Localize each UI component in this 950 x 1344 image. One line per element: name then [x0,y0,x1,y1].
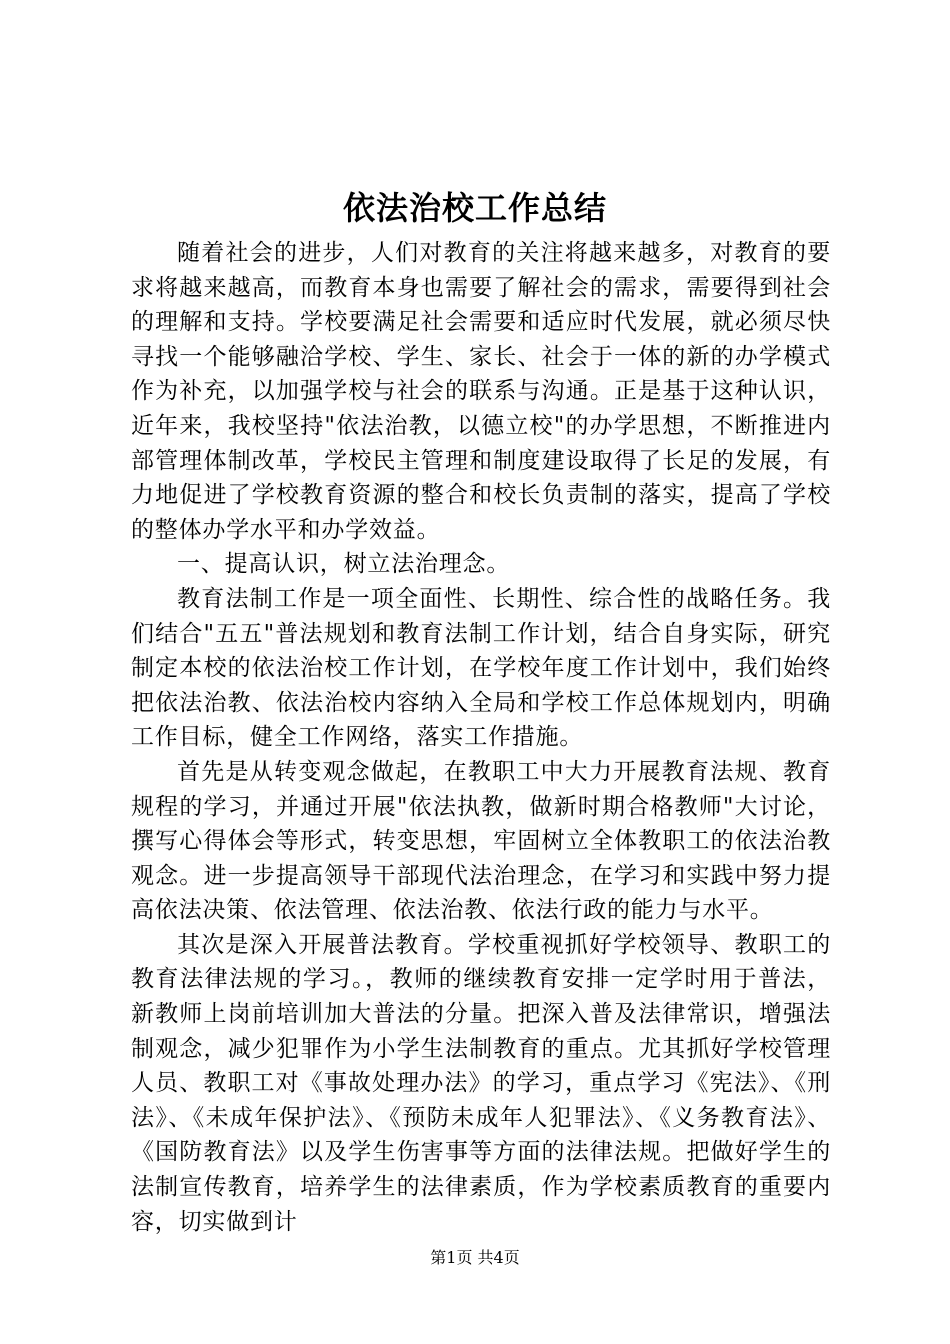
paragraph-second: 其次是深入开展普法教育。学校重视抓好学校领导、教职工的教育法律法规的学习。，教师的继续教育安排一定学时用于普法，新教师上岗前培训加大普法的分量。把深入普及法律常识，增强法制观念，减少犯罪作为小学生法制教育的重点。尤其抓好学校管理人员、教职工对《事故处理办法》的学习，重点学习《宪法》、《刑法》、《未成年保护法》、《预防未成年人犯罪法》、《义务教育法》、《国防教育法》以及学生伤害事等方面的法律法规。把做好学生的法制宣传教育，培养学生的法律素质，作为学校素质教育的重要内容，切实做到计 [131,931,831,1235]
paragraph-intro: 随着社会的进步，人们对教育的关注将越来越多，对教育的要求将越来越高，而教育本身也需要了解社会的需求，需要得到社会的理解和支持。学校要满足社会需要和适应时代发展，就必须尽快寻找一个能够融洽学校、学生、家长、社会于一体的新的办学模式作为补充，以加强学校与社会的联系与沟通。正是基于这种认识，近年来，我校坚持"依法治教，以德立校"的办学思想，不断推进内部管理体制改革，学校民主管理和制度建设取得了长足的发展，有力地促进了学校教育资源的整合和校长负责制的落实，提高了学校的整体办学水平和办学效益。 [131,240,831,543]
paragraph-first: 首先是从转变观念做起，在教职工中大力开展教育法规、教育规程的学习，并通过开展"依法执教，做新时期合格教师"大讨论，撰写心得体会等形式，转变思想，牢固树立全体教职工的依法治教观念。进一步提高领导干部现代法治理念，在学习和实践中努力提高依法决策、依法管理、依法治教、依法行政的能力与水平。 [131,758,831,924]
document-body [131,236,831,1239]
document-title: 依法治校工作总结 [342,189,607,227]
page-number-footer: 第1页 共4页 [430,1248,520,1267]
section-heading-1: 一、提高认识，树立法治理念。 [177,551,511,578]
paragraph-legal-work: 教育法制工作是一项全面性、长期性、综合性的战略任务。我们结合"五五"普法规划和教育法制工作计划，结合自身实际，研究制定本校的依法治校工作计划，在学校年度工作计划中，我们始终把依法治教、依法治校内容纳入全局和学校工作总体规划内，明确工作目标，健全工作网络，落实工作措施。 [131,585,831,751]
